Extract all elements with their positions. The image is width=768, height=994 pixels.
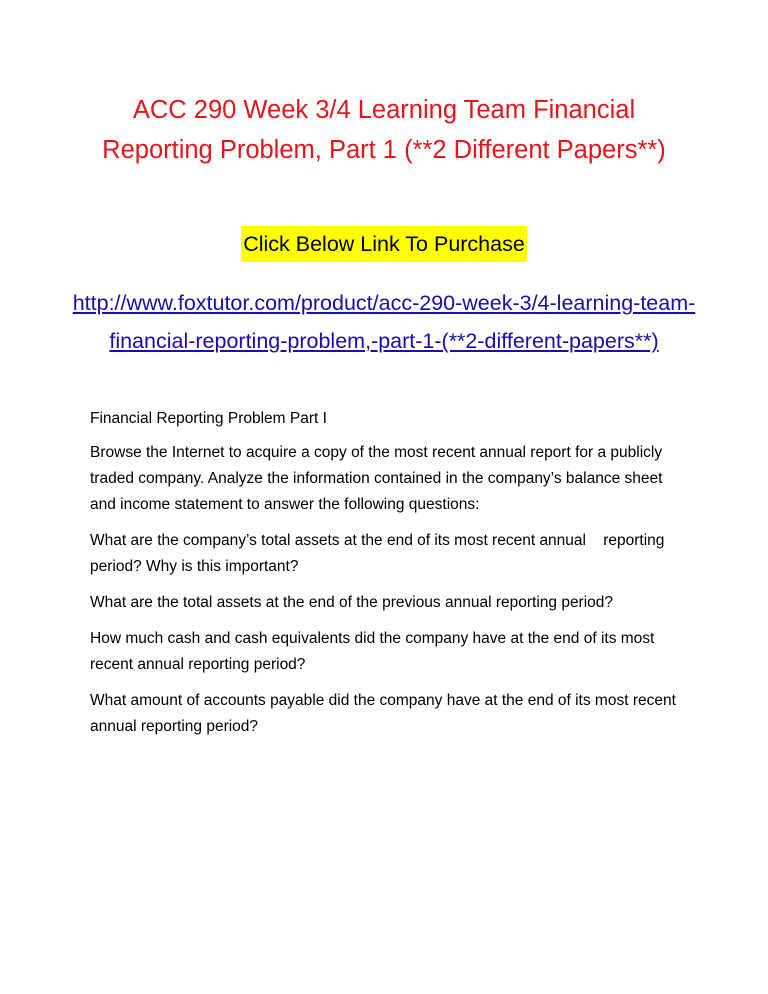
purchase-label: Click Below Link To Purchase [241,226,527,262]
question-total-assets: What are the company’s total assets at the end of its most recent annual reporting period? Why is this important? [90,532,669,575]
question-cash: How much cash and cash equivalents did the company have at the end of its most recent annual reporting period? [90,630,655,673]
document-body [90,406,690,750]
document-title: ACC 290 Week 3/4 Learning Team Financial Reporting Problem, Part 1 (**2 Different Papers**) [102,96,666,164]
section-heading: Financial Reporting Problem Part I [90,410,327,427]
purchase-callout [0,226,768,262]
instruction-paragraph: Browse the Internet to acquire a copy of the most recent annual report for a publicly traded company. Analyze the information contained in the company’s balance sheet and income statement to answer the following questions: [90,444,663,513]
purchase-link[interactable]: http://www.foxtutor.com/product/acc-290-week-3/4-learning-team-financial-reporting-problem,-part-1-(**2-different-papers**) [72,291,696,353]
question-previous-assets: What are the total assets at the end of the previous annual reporting period? [90,594,614,611]
question-accounts-payable: What amount of accounts payable did the company have at the end of its most recent annual reporting period? [90,692,676,735]
